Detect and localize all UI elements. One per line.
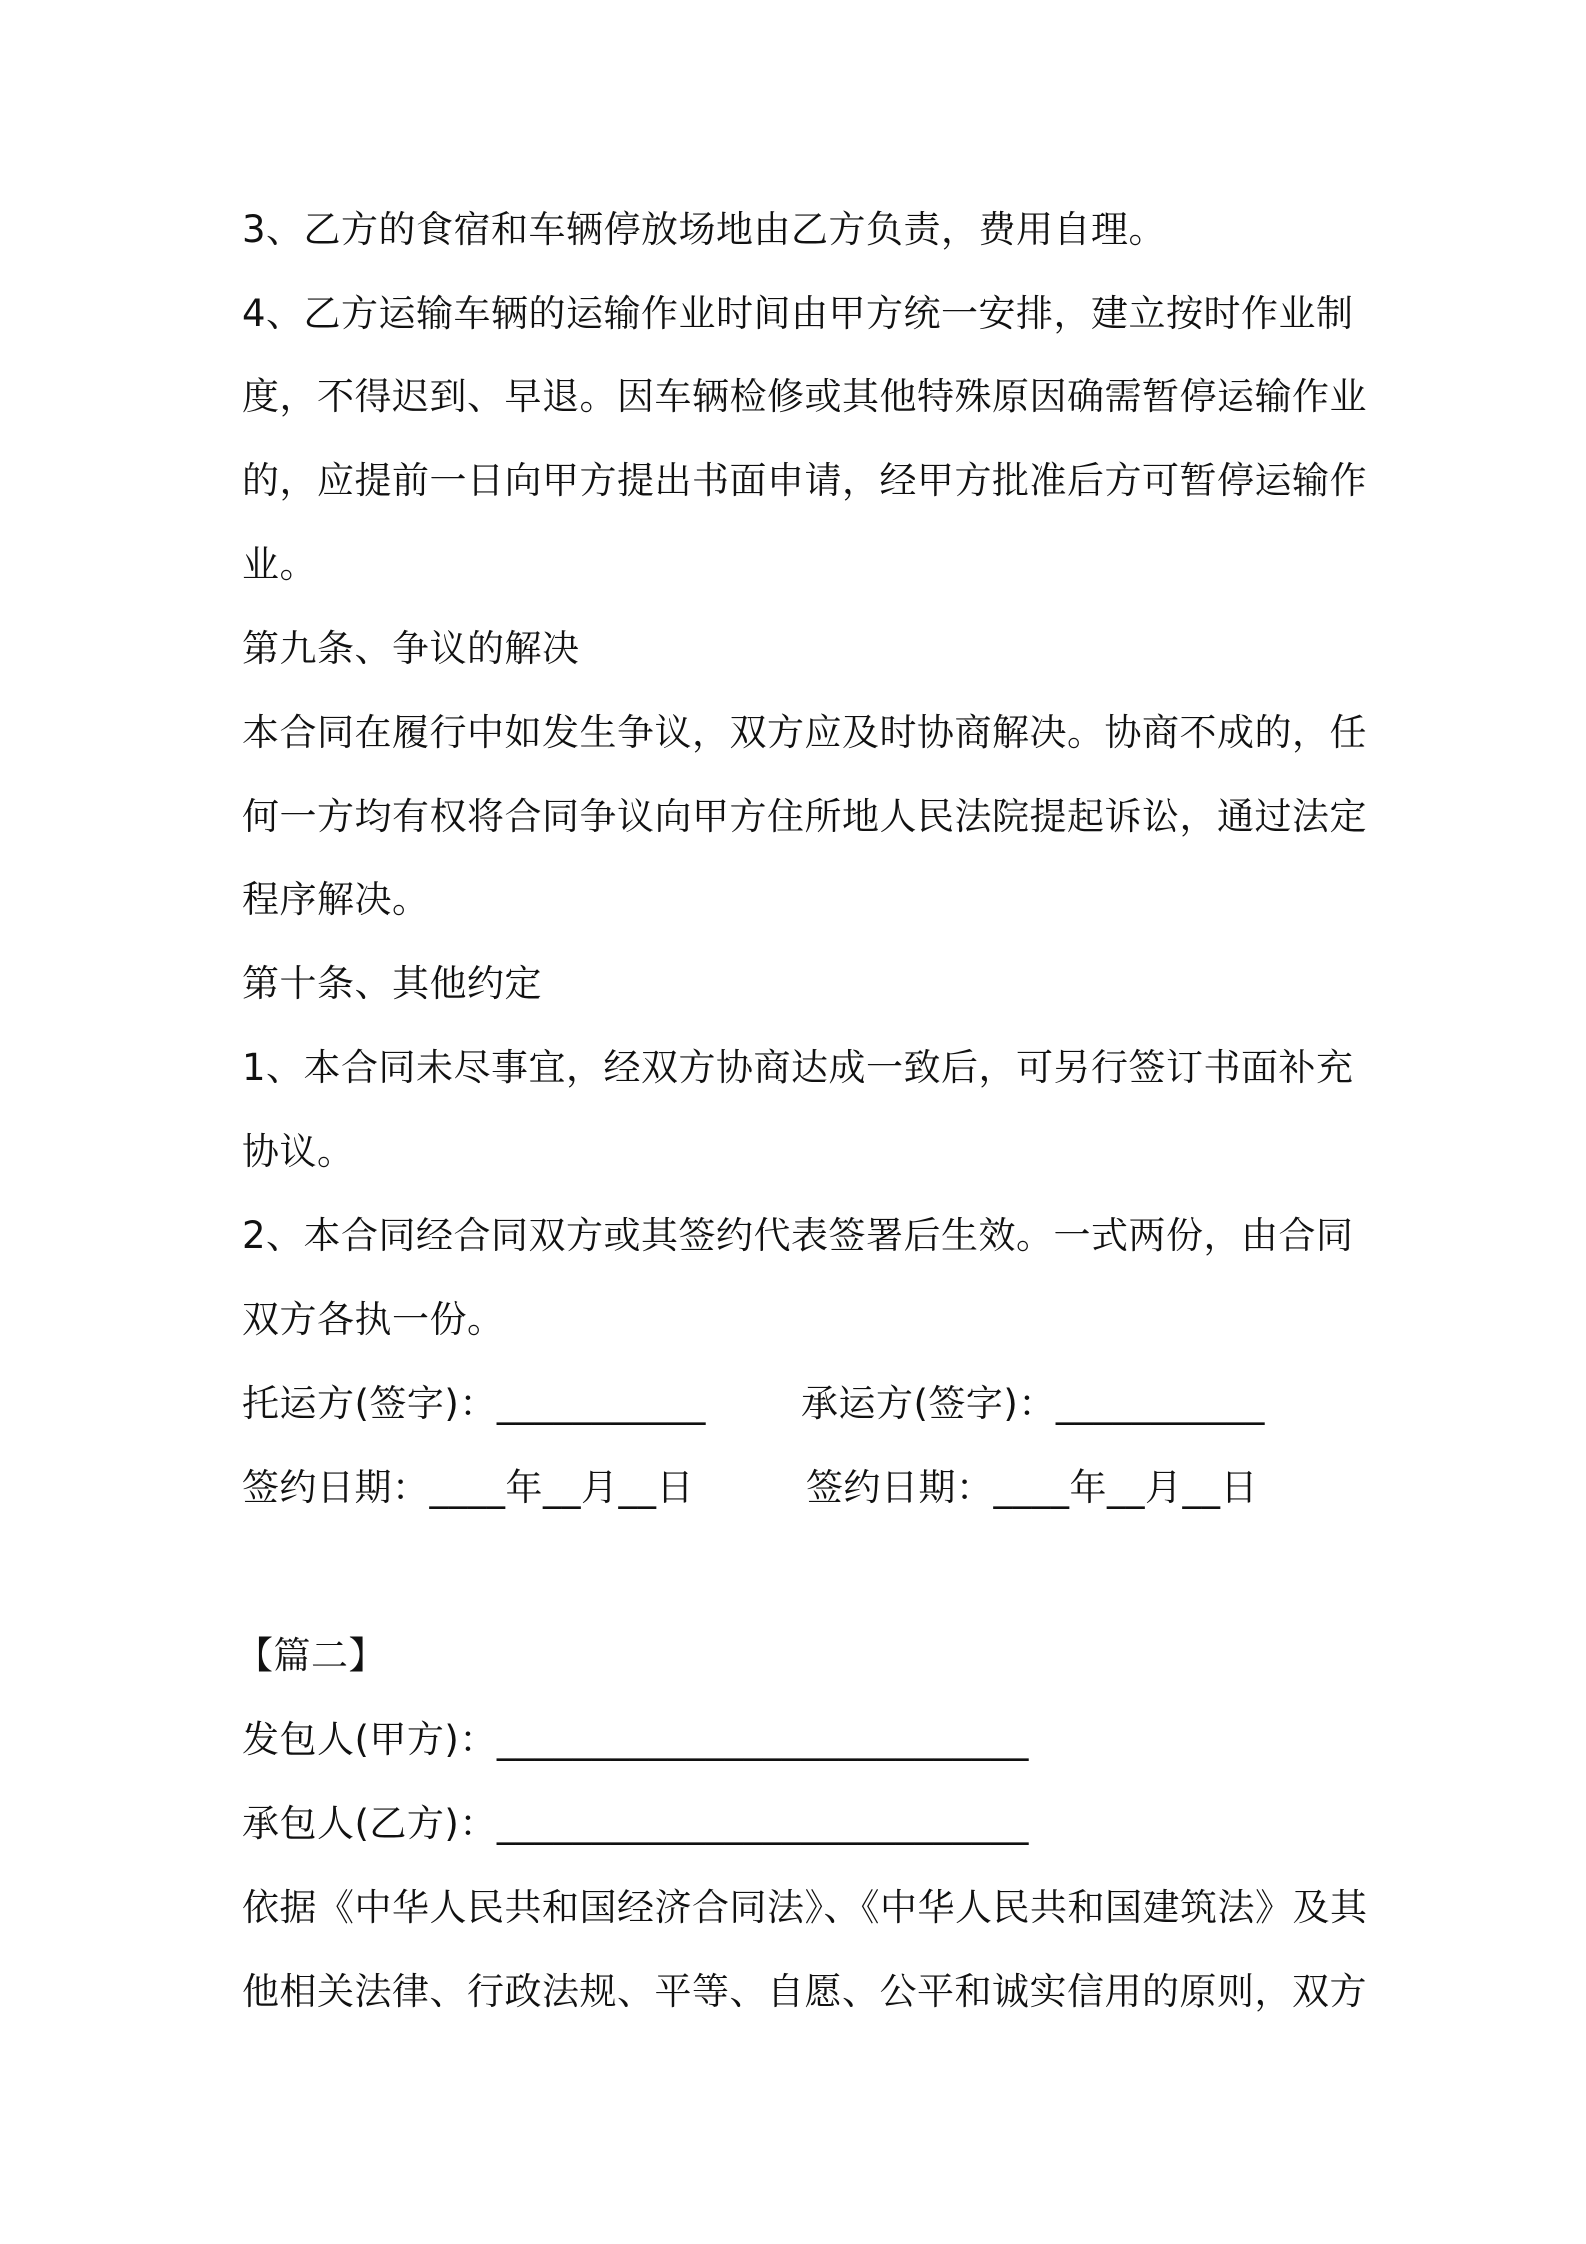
dispute-line-1: 本合同在履行中如发生争议，双方应及时协商解决。协商不成的，任 xyxy=(242,711,1367,754)
other-terms-line-2: 协议。 xyxy=(242,1130,355,1173)
other-terms-line-3: 2、本合同经合同双方或其签约代表签署后生效。一式两份，由合同 xyxy=(242,1214,1354,1257)
signing-date-right: 签约日期：____年__月__日 xyxy=(806,1466,1258,1509)
other-terms-line-1: 1、本合同未尽事宜，经双方协商达成一致后，可另行签订书面补充 xyxy=(242,1046,1354,1089)
intro-line-2: 他相关法律、行政法规、平等、自愿、公平和诚实信用的原则，双方 xyxy=(242,1970,1367,2013)
dispute-line-3: 程序解决。 xyxy=(242,878,430,921)
clause-line-2: 4、乙方运输车辆的运输作业时间由甲方统一安排，建立按时作业制 xyxy=(242,292,1354,335)
article-9-heading: 第九条、争议的解决 xyxy=(242,627,580,670)
clause-line-4: 的，应提前一日向甲方提出书面申请，经甲方批准后方可暂停运输作 xyxy=(242,459,1367,502)
clause-line-1: 3、乙方的食宿和车辆停放场地由乙方负责，费用自理。 xyxy=(242,208,1167,251)
article-10-heading: 第十条、其他约定 xyxy=(242,962,542,1005)
other-terms-line-4: 双方各执一份。 xyxy=(242,1298,505,1341)
clause-line-3: 度，不得迟到、早退。因车辆检修或其他特殊原因确需暂停运输作业 xyxy=(242,375,1367,418)
shipper-signature: 托运方(签字)：___________ xyxy=(242,1382,706,1425)
contractor-party-b: 承包人(乙方)：____________________________ xyxy=(242,1802,1029,1845)
dispute-line-2: 何一方均有权将合同争议向甲方住所地人民法院提起诉讼，通过法定 xyxy=(242,795,1367,838)
section-2-heading: 【篇二】 xyxy=(236,1634,386,1677)
carrier-signature: 承运方(签字)：___________ xyxy=(801,1382,1265,1425)
intro-line-1: 依据《中华人民共和国经济合同法》、《中华人民共和国建筑法》及其 xyxy=(242,1886,1368,1929)
clause-line-5: 业。 xyxy=(242,543,317,586)
employer-party-a: 发包人(甲方)：____________________________ xyxy=(242,1718,1029,1761)
signing-date-left: 签约日期：____年__月__日 xyxy=(242,1466,694,1509)
